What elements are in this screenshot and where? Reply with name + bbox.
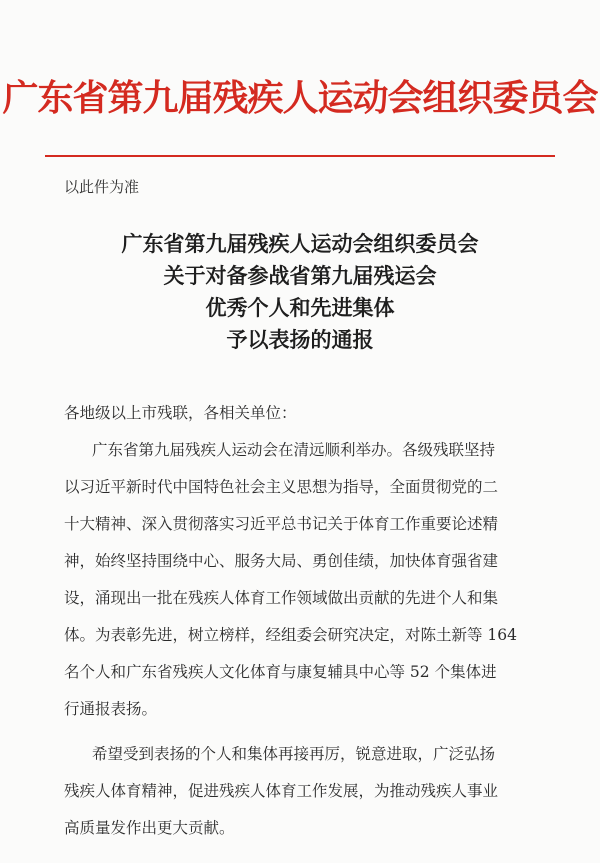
document-title: [0, 228, 600, 356]
body-line-2: 以习近平新时代中国特色社会主义思想为指导，全面贯彻党的二: [64, 478, 499, 496]
body-line-10: 残疾人体育精神，促进残疾人体育工作发展，为推动残疾人事业: [64, 782, 499, 800]
body-line-5: 设，涌现出一批在残疾人体育工作领域做出贡献的先进个人和集: [64, 589, 499, 607]
body-line-4: 神，始终坚持围绕中心、服务大局、勇创佳绩，加快体育强省建: [64, 552, 499, 570]
body-line-9: 希望受到表扬的个人和集体再接再厉，锐意进取，广泛弘扬: [92, 745, 496, 763]
body-line-8: 行通报表扬。: [64, 700, 158, 718]
letterhead-rule: [45, 155, 555, 157]
letterhead-organization: 广东省第九届残疾人运动会组织委员会: [2, 77, 598, 119]
body-line-7: 名个人和广东省残疾人文化体育与康复辅具中心等 52 个集体进: [64, 663, 497, 681]
body-line-3: 十大精神、深入贯彻落实习近平总书记关于体育工作重要论述精: [64, 515, 499, 533]
body-line-6: 体。为表彰先进，树立榜样，经组委会研究决定，对陈土新等 164: [64, 626, 518, 644]
title-line-1: 广东省第九届残疾人运动会组织委员会: [121, 231, 479, 256]
title-line-4: 予以表扬的通报: [226, 327, 374, 352]
body-line-1: 广东省第九届残疾人运动会在清远顺利举办。各级残联坚持: [92, 441, 496, 459]
title-line-3: 优秀个人和先进集体: [205, 295, 395, 320]
body-line-11: 高质量发作出更大贡献。: [64, 819, 235, 837]
salutation: 各地级以上市残联，各相关单位：: [64, 404, 297, 422]
authority-note: 以此件为准: [64, 178, 140, 196]
title-line-2: 关于对备参战省第九届残运会: [163, 263, 437, 288]
